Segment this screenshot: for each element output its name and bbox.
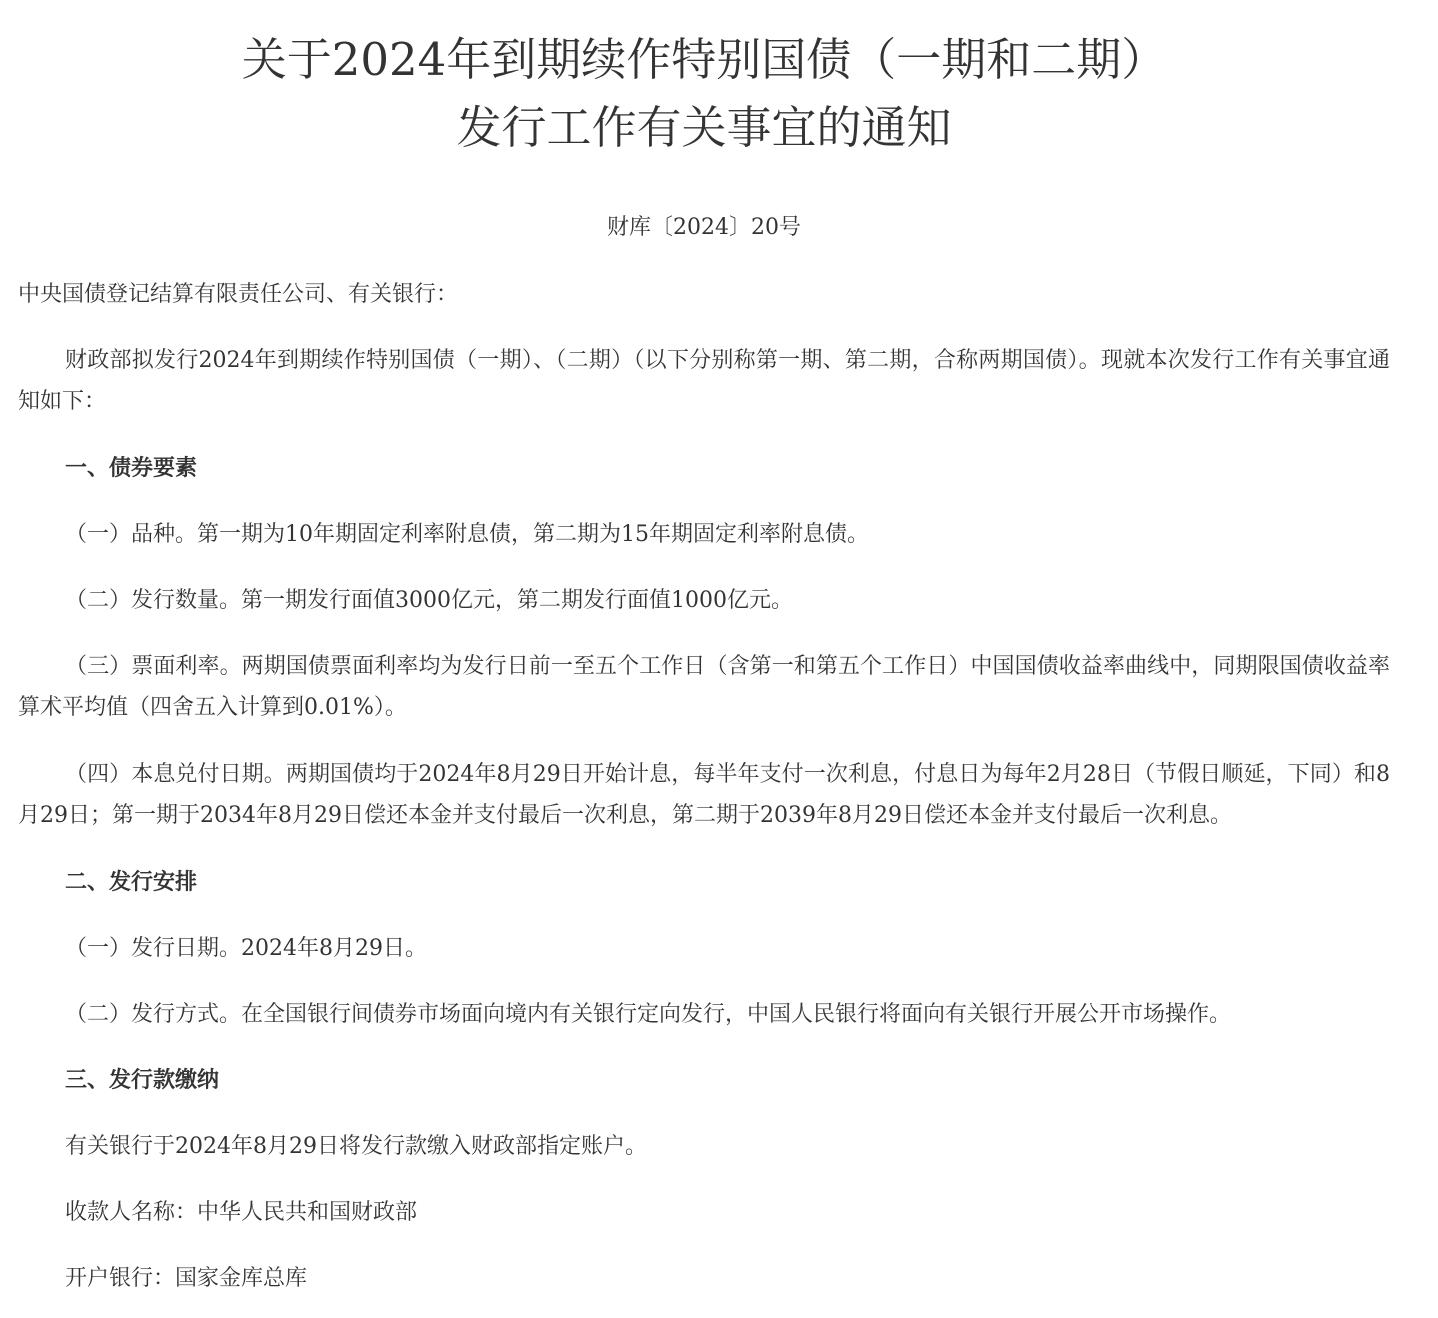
- section-2-item-2: （二）发行方式。在全国银行间债券市场面向境内有关银行定向发行，中国人民银行将面向有关银行开展公开市场操作。: [65, 1002, 1232, 1027]
- section-1-item-2: （二）发行数量。第一期发行面值3000亿元，第二期发行面值1000亿元。: [65, 588, 793, 613]
- section-3-heading: 三、发行款缴纳: [65, 1067, 220, 1093]
- section-1-item-4: （四）本息兑付日期。两期国债均于2024年8月29日开始计息，每半年支付一次利息，付息日为每年2月28日（节假日顺延，下同）和8月29日；第一期于2034年8月29日偿还本金并支付最后一次利息，第二期于2039年8月29日偿还本金并支付最后一次利息。: [18, 762, 1390, 828]
- document-number: 财库〔2024〕20号: [607, 215, 801, 240]
- title-line-1: 关于2024年到期续作特别国债（一期和二期）: [241, 33, 1167, 86]
- section-1-item-1: （一）品种。第一期为10年期固定利率附息债，第二期为15年期固定利率附息债。: [65, 522, 869, 547]
- section-1-heading: 一、债券要素: [65, 455, 198, 481]
- section-1-item-3: （三）票面利率。两期国债票面利率均为发行日前一至五个工作日（含第一和第五个工作日）中国国债收益率曲线中，同期限国债收益率算术平均值（四舍五入计算到0.01%）。: [18, 654, 1390, 720]
- title-line-2: 发行工作有关事宜的通知: [456, 101, 952, 154]
- account-bank: 开户银行：国家金库总库: [65, 1266, 308, 1291]
- intro-paragraph: 财政部拟发行2024年到期续作特别国债（一期）、（二期）（以下分别称第一期、第二期，合称两期国债）。现就本次发行工作有关事宜通知如下：: [18, 348, 1390, 414]
- payee-name: 收款人名称：中华人民共和国财政部: [65, 1200, 418, 1225]
- section-3-item-1: 有关银行于2024年8月29日将发行款缴入财政部指定账户。: [65, 1134, 647, 1159]
- addressee: 中央国债登记结算有限责任公司、有关银行：: [18, 282, 459, 307]
- section-2-heading: 二、发行安排: [65, 869, 198, 895]
- section-2-item-1: （一）发行日期。2024年8月29日。: [65, 936, 427, 961]
